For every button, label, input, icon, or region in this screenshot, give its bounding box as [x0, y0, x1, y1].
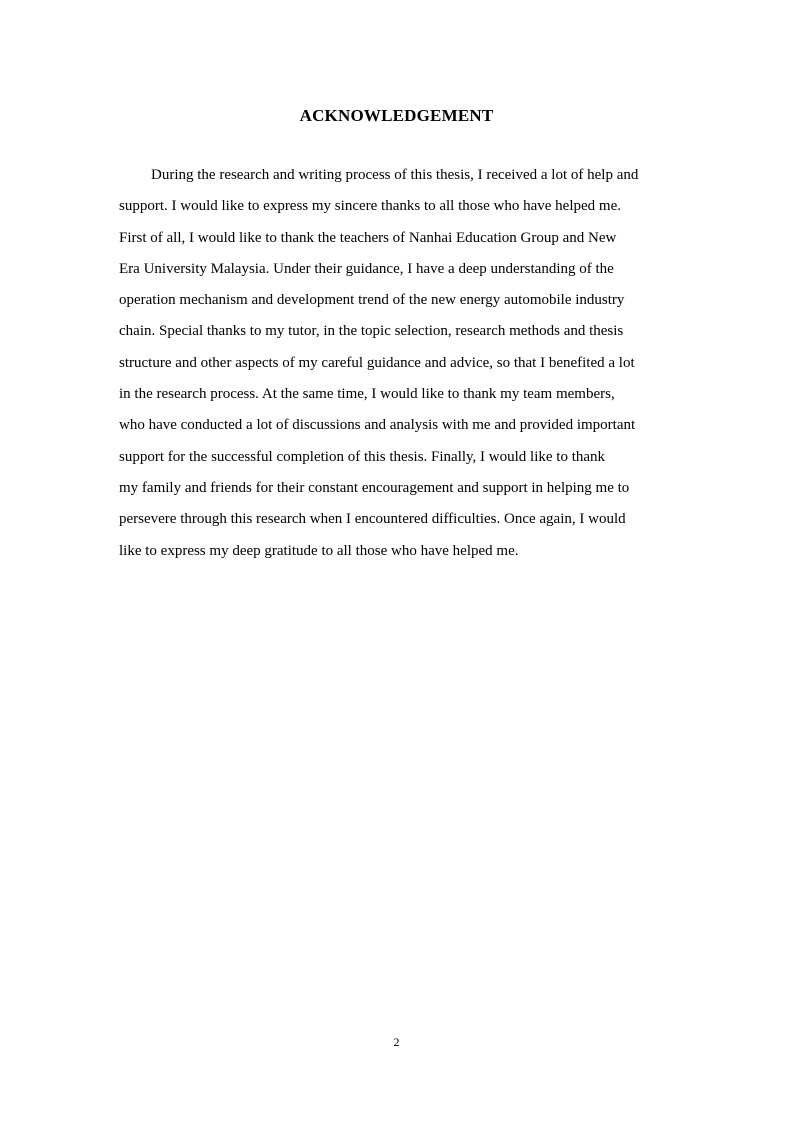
paragraph-line: persevere through this research when I encountered difficulties. Once again, I would	[119, 511, 626, 528]
paragraph-line: my family and friends for their constant encouragement and support in helping me to	[119, 479, 630, 496]
paragraph-line: structure and other aspects of my careful guidance and advice, so that I benefited a lot	[119, 354, 635, 371]
paragraph-line: First of all, I would like to thank the teachers of Nanhai Education Group and New	[119, 229, 617, 246]
acknowledgement-paragraph	[119, 161, 679, 568]
paragraph-line: like to express my deep gratitude to all those who have helped me.	[119, 542, 519, 559]
paragraph-line: who have conducted a lot of discussions and analysis with me and provided important	[119, 417, 636, 434]
paragraph-line: in the research process. At the same time, I would like to thank my team members,	[119, 386, 615, 403]
paragraph-line: operation mechanism and development trend of the new energy automobile industry	[119, 292, 625, 309]
paragraph-line: support for the successful completion of this thesis. Finally, I would like to thank	[119, 448, 606, 465]
page-title: ACKNOWLEDGEMENT	[299, 106, 494, 125]
paragraph-line: chain. Special thanks to my tutor, in the topic selection, research methods and thesis	[119, 323, 624, 340]
paragraph-line: support. I would like to express my sincere thanks to all those who have helped me.	[119, 198, 621, 215]
paragraph-line: During the research and writing process of this thesis, I received a lot of help and	[151, 167, 639, 183]
paragraph-line: Era University Malaysia. Under their guidance, I have a deep understanding of the	[119, 260, 614, 277]
page-number: 2	[393, 1035, 400, 1049]
